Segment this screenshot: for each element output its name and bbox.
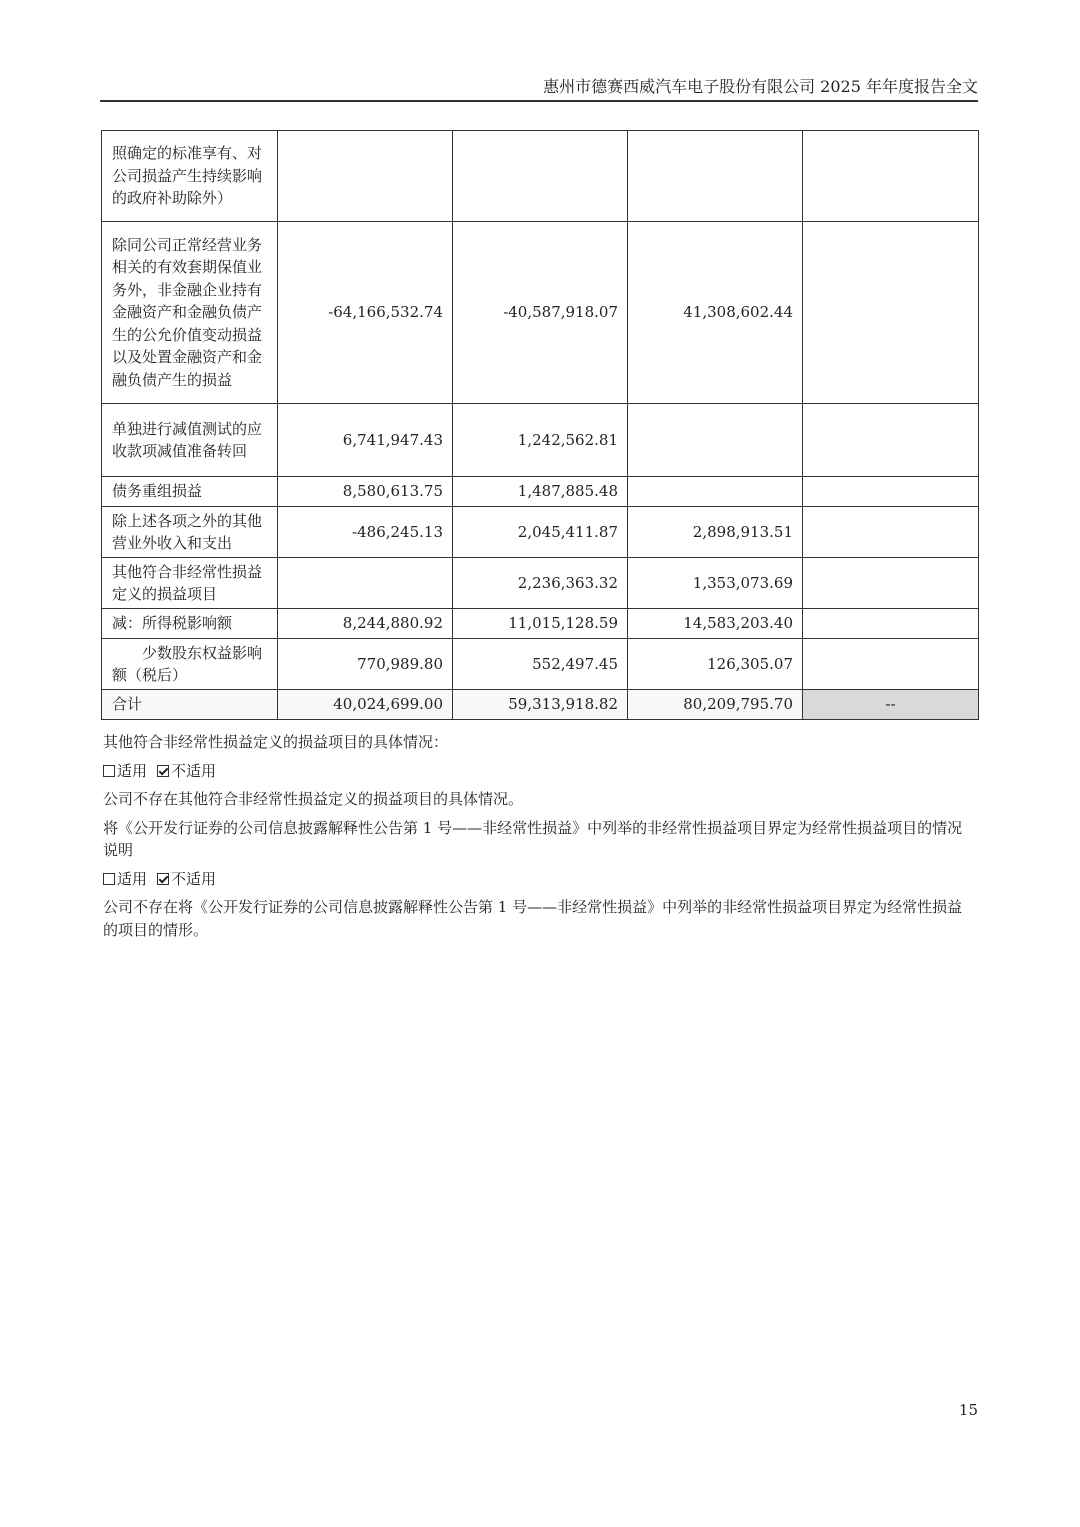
cell-value: -40,587,918.07 [453,222,628,404]
table-row-total [102,690,979,720]
cell-value [803,477,979,507]
table-row [102,222,979,404]
cell-value: 1,487,885.48 [453,477,628,507]
table-row [102,507,979,558]
cell-value: -- [803,690,979,720]
row-label: 除上述各项之外的其他营业外收入和支出 [102,507,278,558]
cell-value: 126,305.07 [628,639,803,690]
cell-value: 40,024,699.00 [278,690,453,720]
cell-value: -64,166,532.74 [278,222,453,404]
not-applicable-label: 不适用 [171,869,217,888]
row-label: 其他符合非经常性损益定义的损益项目 [102,558,278,609]
cell-value: 11,015,128.59 [453,609,628,639]
table-row [102,558,979,609]
applicability-options [103,868,963,891]
row-label: 合计 [102,690,278,720]
row-label: 债务重组损益 [102,477,278,507]
cell-value [628,477,803,507]
cell-value: 6,741,947.43 [278,404,453,477]
cell-value: 1,353,073.69 [628,558,803,609]
note-paragraph: 将《公开发行证券的公司信息披露解释性公告第 1 号——非经常性损益》中列举的非经常性损益项目界定为经常性损益项目的情况说明 [103,818,963,859]
cell-value [803,558,979,609]
table-row [102,639,979,690]
cell-value [278,131,453,222]
checked-box-icon [157,765,169,777]
cell-value: 80,209,795.70 [628,690,803,720]
cell-value [453,131,628,222]
cell-value: 1,242,562.81 [453,404,628,477]
note-paragraph: 公司不存在将《公开发行证券的公司信息披露解释性公告第 1 号——非经常性损益》中列举的非经常性损益项目界定为经常性损益的项目的情形。 [103,898,963,939]
cell-value [803,131,979,222]
checked-box-icon [157,873,169,885]
cell-value: 552,497.45 [453,639,628,690]
unchecked-box-icon [103,873,115,885]
applicable-label: 适用 [117,869,148,888]
page-number: 15 [958,1401,978,1419]
cell-value: -486,245.13 [278,507,453,558]
cell-value: 14,583,203.40 [628,609,803,639]
cell-value [803,639,979,690]
note-paragraph: 其他符合非经常性损益定义的损益项目的具体情况： [103,733,449,751]
cell-value [803,222,979,404]
note-paragraph: 公司不存在其他符合非经常性损益定义的损益项目的具体情况。 [103,790,524,808]
notes-section [103,731,963,947]
cell-value: 2,236,363.32 [453,558,628,609]
table-row [102,131,979,222]
table-row [102,609,979,639]
cell-value [628,131,803,222]
applicability-options [103,760,963,783]
cell-value: 770,989.80 [278,639,453,690]
cell-value [628,404,803,477]
cell-value: 59,313,918.82 [453,690,628,720]
row-label: 除同公司正常经营业务相关的有效套期保值业务外，非金融企业持有金融资产和金融负债产生的公允价值变动损益以及处置金融资产和金融负债产生的损益 [102,222,278,404]
applicable-label: 适用 [117,761,148,780]
cell-value [803,507,979,558]
cell-value [803,609,979,639]
cell-value: 2,045,411.87 [453,507,628,558]
not-applicable-label: 不适用 [171,761,217,780]
row-label: 减：所得税影响额 [102,609,278,639]
cell-value [278,558,453,609]
cell-value [803,404,979,477]
cell-value: 41,308,602.44 [628,222,803,404]
cell-value: 8,580,613.75 [278,477,453,507]
report-header [100,74,978,102]
cell-value: 8,244,880.92 [278,609,453,639]
non-recurring-gains-table [101,130,979,720]
unchecked-box-icon [103,765,115,777]
row-label: 少数股东权益影响额（税后） [102,639,278,690]
row-label: 单独进行减值测试的应收款项减值准备转回 [102,404,278,477]
row-label: 照确定的标准享有、对公司损益产生持续影响的政府补助除外） [102,131,278,222]
cell-value: 2,898,913.51 [628,507,803,558]
table-row [102,404,979,477]
table-row [102,477,979,507]
report-title: 惠州市德赛西威汽车电子股份有限公司 2025 年年度报告全文 [543,77,978,96]
